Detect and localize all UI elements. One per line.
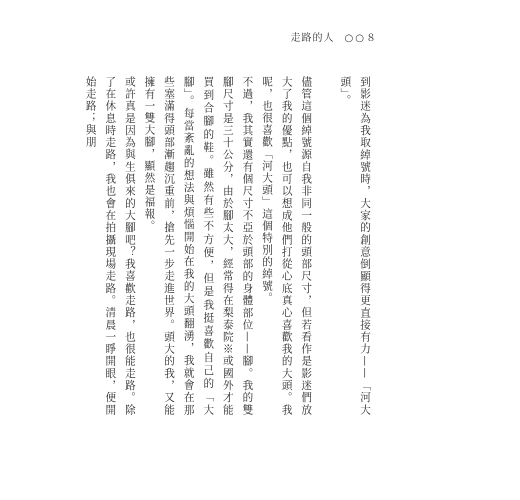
paragraph-break (315, 76, 335, 416)
page-number: ○○８ (344, 33, 378, 44)
vertical-body-text (84, 76, 374, 416)
paragraph-3: 不過，我其實還有個尺寸不亞於頭部的身體部位——腳。我的雙腳尺寸是三十公分，由於腳太大，經常得在梨泰院※或國外才能買到合腳的鞋。雖然有些不方便，但是我挺喜歡自己的「大腳」。每當紊亂的想法與煩惱開始在我的大頭翻湧，我就會在那些塞滿得頭部漸趨沉重前，搶先一步走進世界。頭大的我，又能擁有一雙大腳，顯然是福報。 (143, 76, 254, 416)
running-header (291, 29, 378, 44)
paragraph-4: 或許真是因為與生俱來的大腳吧？我喜歡走路，也很能走路。除了在休息時走路，我也會在拍攝現場走路。清晨一睜開眼，便開始走路；與朋 (84, 76, 136, 416)
book-title: 走路的人 (290, 33, 335, 44)
paragraph-2: 儘管這個綽號源自我非同一般的頭部尺寸，但若看作是影迷們放大了我的優點，也可以想成他們打從心底真心喜歡我的大頭。我呢，也很喜歡「河大頭」這個特別的綽號。 (261, 76, 313, 416)
paragraph-1: 到影迷為我取綽號時，大家的創意倒顯得更直接有力——「河大頭」。 (339, 76, 371, 416)
